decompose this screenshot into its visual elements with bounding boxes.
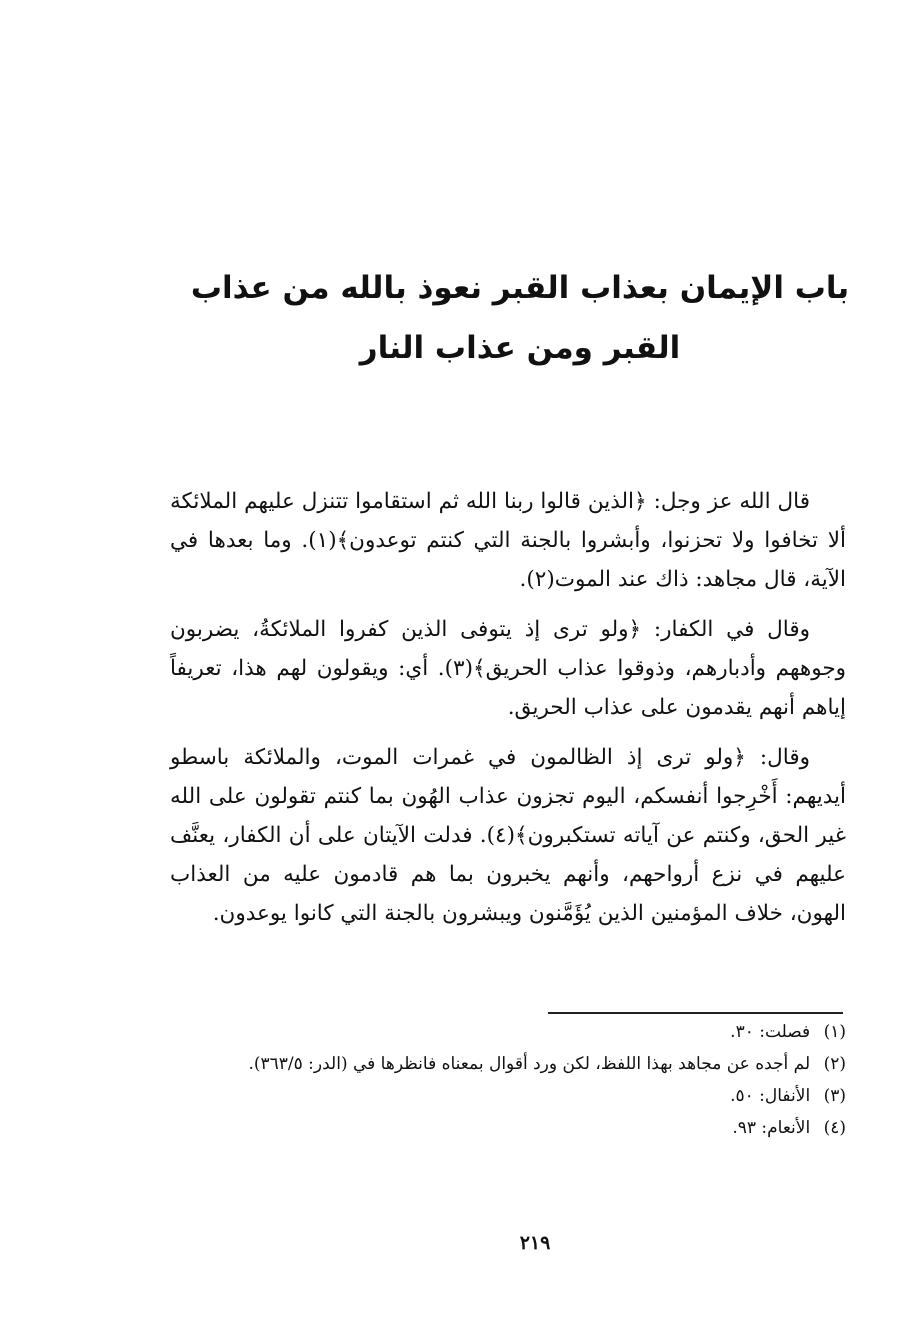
footnote-number: (٣): [823, 1086, 846, 1106]
footnote-text: فصلت: ٣٠.: [730, 1022, 811, 1042]
footnote-divider: [548, 1012, 843, 1014]
footnotes-list: [150, 1016, 846, 1144]
page-number: ٢١٩: [519, 1232, 551, 1254]
footnote-number: (٢): [823, 1054, 846, 1074]
paragraph: وقال في الكفار: ﴿ولو ترى إذ يتوفى الذين كفروا الملائكةُ، يضربون وجوههم وأدبارهم، وذوقوا عذاب الحريق﴾(٣). أي: ويقولون لهم هذا، تعريفاً إياهم أنهم يقدمون على عذاب الحريق.: [170, 617, 846, 720]
paragraph: قال الله عز وجل: ﴿الذين قالوا ربنا الله ثم استقاموا تتنزل عليهم الملائكة ألا تخافوا ولا تحزنوا، وأبشروا بالجنة التي كنتم توعدون﴾(١). وما بعدها في الآية، قال مجاهد: ذاك عند الموت(٢).: [170, 489, 846, 592]
paragraph: وقال: ﴿ولو ترى إذ الظالمون في غمرات الموت، والملائكة باسطو أيديهم: أَخْرِجوا أنفسكم، اليوم تجزون عذاب الهُون بما كنتم تقولون على الله غير الحق، وكنتم عن آياته تستكبرون﴾(٤). فدلت الآيتان على أن الكفار، يعنَّف عليهم في نزع أرواحهم، وأنهم يخبرون بما هم قادمون عليه من العذاب الهون، خلاف المؤمنين الذين يُؤَمَّنون ويبشرون بالجنة التي كانوا يوعدون.: [170, 745, 847, 926]
footnote-text: لم أجده عن مجاهد بهذا اللفظ، لكن ورد أقوال بمعناه فانظرها في (الدر: ٣٦٣/٥).: [248, 1054, 811, 1074]
chapter-title: باب الإيمان بعذاب القبر نعوذ بالله من عذاب القبر ومن عذاب النار: [190, 270, 850, 366]
footnote-number: (١): [823, 1022, 846, 1042]
footnote-number: (٤): [823, 1118, 846, 1138]
footnote: [150, 1112, 846, 1144]
footnote-text: الأنعام: ٩٣.: [732, 1118, 811, 1138]
body-text: [170, 482, 846, 944]
footnote: [150, 1080, 846, 1112]
footnote: [150, 1016, 846, 1048]
footnote-text: الأنفال: ٥٠.: [730, 1086, 811, 1106]
footnote: [150, 1048, 846, 1080]
